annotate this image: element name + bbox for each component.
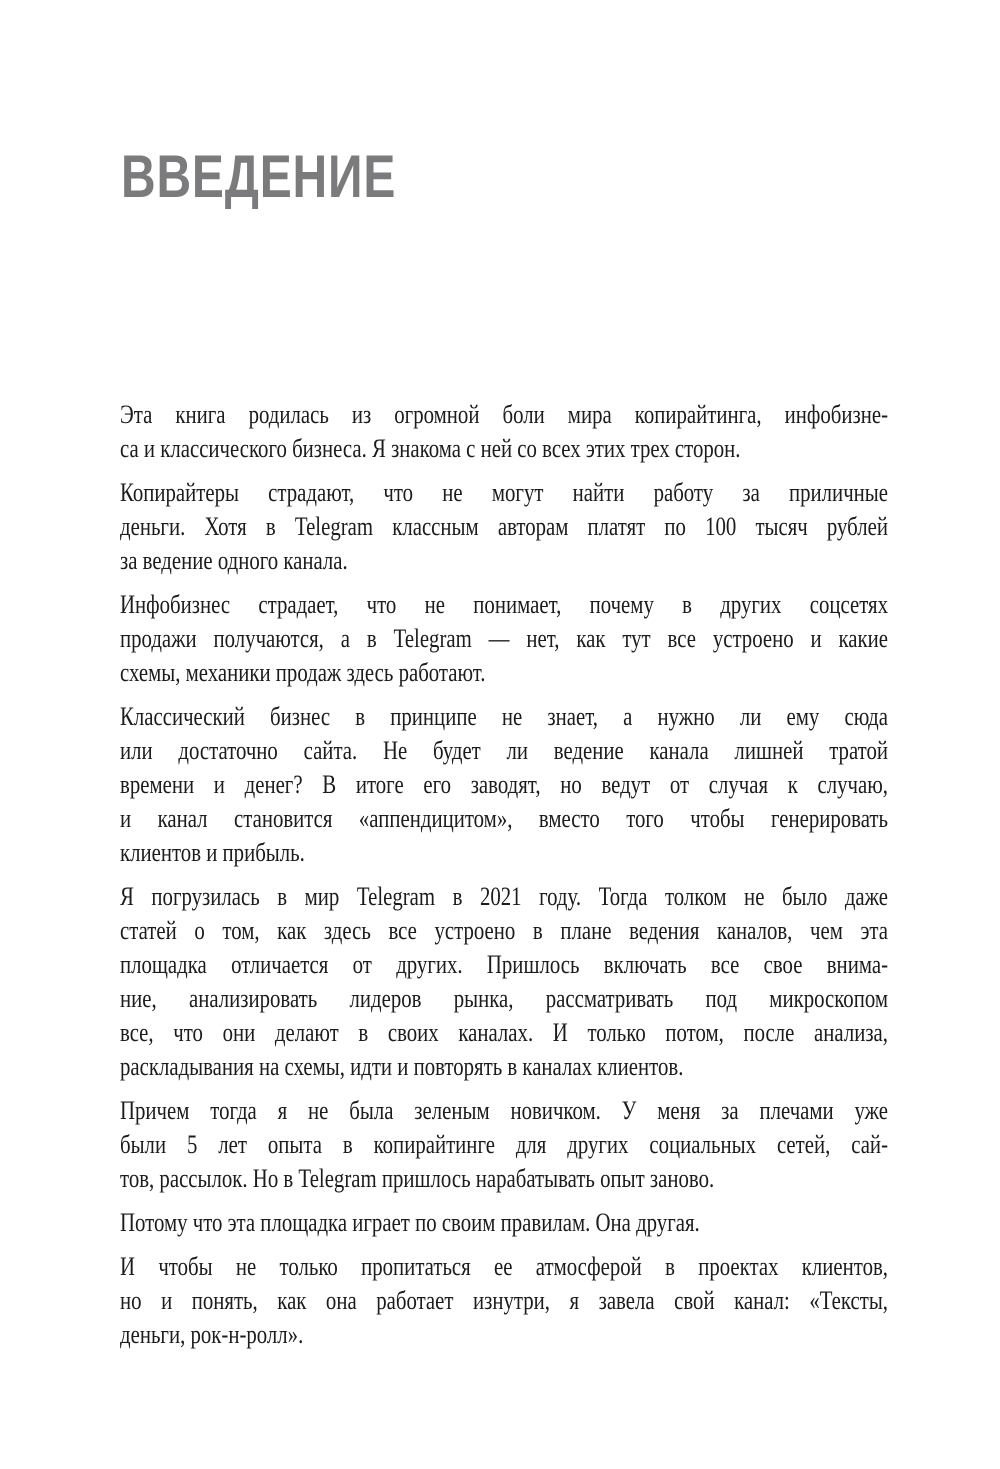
text-line: времени и денег? В итоге его заводят, но ведут от случая к случаю, bbox=[120, 770, 888, 799]
text-line: раскладывания на схемы, идти и повторять в каналах клиентов. bbox=[120, 1052, 684, 1081]
text-line: и канал становится «аппендицитом», вместо того чтобы генерировать bbox=[120, 804, 888, 833]
paragraph-7 bbox=[120, 1206, 888, 1240]
text-line: площадка отличается от других. Пришлось включать все свое внима- bbox=[120, 950, 888, 979]
text-line: Причем тогда я не была зеленым новичком. У меня за плечами уже bbox=[120, 1096, 888, 1125]
text-line: тов, рассылок. Но в Telegram пришлось нарабатывать опыт заново. bbox=[120, 1164, 715, 1193]
text-line: Потому что эта площадка играет по своим правилам. Она другая. bbox=[120, 1208, 700, 1237]
text-line: Я погрузилась в мир Telegram в 2021 году. Тогда толком не было даже bbox=[120, 882, 888, 911]
text-line: за ведение одного канала. bbox=[120, 546, 348, 575]
text-line: продажи получаются, а в Telegram — нет, как тут все устроено и какие bbox=[120, 624, 888, 653]
text-line: ние, анализировать лидеров рынка, рассматривать под микроскопом bbox=[120, 984, 888, 1013]
text-line: Копирайтеры страдают, что не могут найти работу за приличные bbox=[120, 478, 888, 507]
introduction-text bbox=[120, 398, 888, 1362]
text-line: все, что они делают в своих каналах. И только потом, после анализа, bbox=[120, 1018, 888, 1047]
chapter-title: ВВЕДЕНИЕ bbox=[121, 143, 397, 210]
paragraph-1 bbox=[120, 398, 888, 466]
text-line: Инфобизнес страдает, что не понимает, почему в других соцсетях bbox=[120, 590, 888, 619]
paragraph-2 bbox=[120, 476, 888, 578]
text-line: Классический бизнес в принципе не знает, а нужно ли ему сюда bbox=[120, 702, 888, 731]
text-line: са и классического бизнеса. Я знакома с ней со всех этих трех сторон. bbox=[120, 434, 741, 463]
text-line: или достаточно сайта. Не будет ли ведение канала лишней тратой bbox=[120, 736, 888, 765]
text-line: клиентов и прибыль. bbox=[120, 838, 305, 867]
paragraph-3 bbox=[120, 588, 888, 690]
text-line: но и понять, как она работает изнутри, я завела свой канал: «Тексты, bbox=[120, 1286, 888, 1315]
text-line: Эта книга родилась из огромной боли мира копирайтинга, инфобизне- bbox=[120, 400, 888, 429]
text-line: статей о том, как здесь все устроено в плане ведения каналов, чем эта bbox=[120, 916, 888, 945]
paragraph-5 bbox=[120, 880, 888, 1084]
text-line: И чтобы не только пропитаться ее атмосферой в проектах клиентов, bbox=[120, 1252, 888, 1281]
paragraph-8 bbox=[120, 1250, 888, 1352]
text-line: деньги. Хотя в Telegram классным авторам платят по 100 тысяч рублей bbox=[120, 512, 888, 541]
paragraph-4 bbox=[120, 700, 888, 870]
text-line: схемы, механики продаж здесь работают. bbox=[120, 658, 486, 687]
text-line: были 5 лет опыта в копирайтинге для других социальных сетей, сай- bbox=[120, 1130, 888, 1159]
paragraph-6 bbox=[120, 1094, 888, 1196]
text-line: деньги, рок-н-ролл». bbox=[120, 1320, 304, 1349]
